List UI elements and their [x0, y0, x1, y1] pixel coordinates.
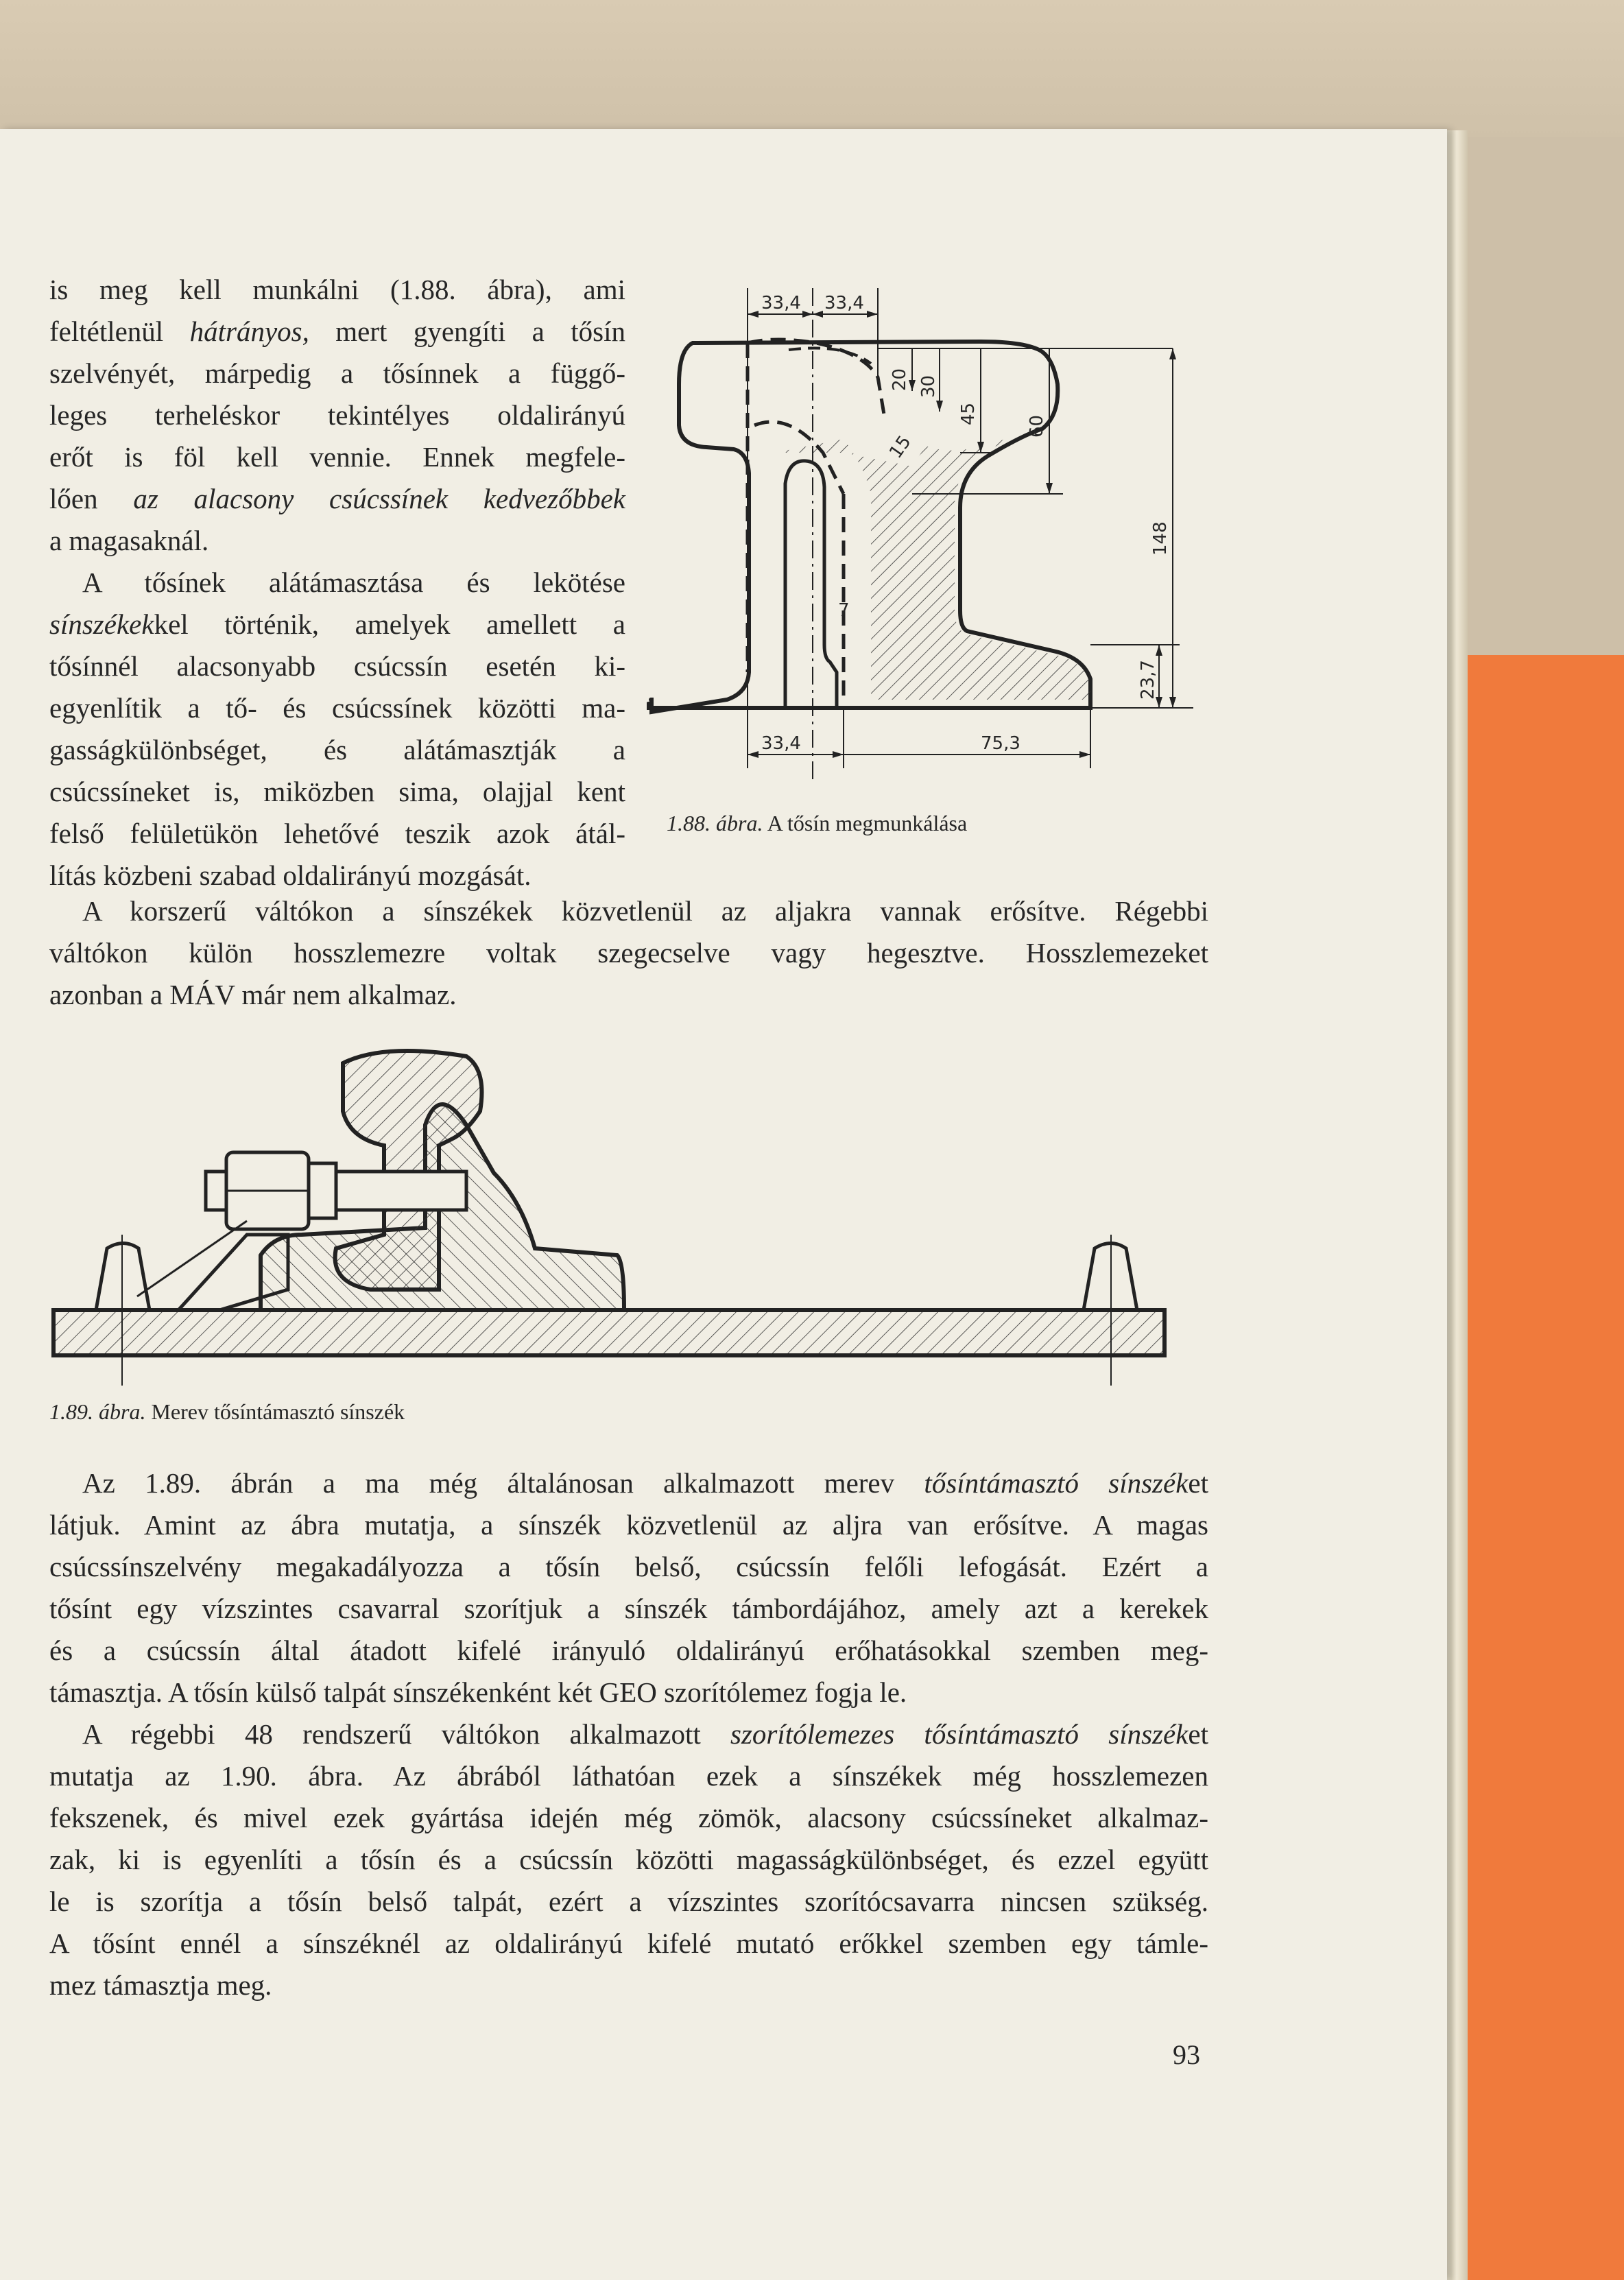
- dim-60: 60: [1027, 414, 1047, 438]
- dashed-top: [789, 348, 871, 364]
- base-plate: [53, 1310, 1165, 1355]
- figure-1-89-caption: [49, 1399, 405, 1425]
- full-lines-2-line: és a csúcssín által átadott kifelé irányuló oldalirányú erőhatásokkal szemben meg-: [49, 1635, 1208, 1666]
- full-lines-2-line: csúcssínszelvény megakadályozza a tősín belső, csúcssín felőli lefogását. Ezért a: [49, 1551, 1208, 1582]
- full-lines-1-line: váltókon külön hosszlemezre voltak szegecselve vagy hegesztve. Hosszlemezeket: [49, 937, 1208, 969]
- figure-1-88-caption-text: A tősín megmunkálása: [767, 811, 968, 835]
- full-lines-1-line: azonban a MÁV már nem alkalmaz.: [49, 979, 457, 1010]
- page-number: 93: [1173, 2039, 1200, 2070]
- left-column-lines-line: tősínnél alacsonyabb csúcssín esetén ki-: [49, 650, 625, 682]
- left-column-lines-line: lően az alacsony csúcssínek kedvezőbbek: [49, 483, 625, 514]
- dim-bottom-right: 75,3: [981, 733, 1020, 754]
- full-lines-2-line: látjuk. Amint az ábra mutatja, a sínszék közvetlenül az aljra van erősítve. A magas: [49, 1509, 1208, 1541]
- full-lines-2-line: zak, ki is egyenlíti a tősín és a csúcssín közötti magasságkülönbséget, és ezzel együtt: [49, 1844, 1208, 1875]
- groove: [785, 461, 837, 706]
- dim-top-left: 33,4: [761, 293, 801, 313]
- full-lines-1-line: A korszerű váltókon a sínszékek közvetlenül az aljakra vannak erősítve. Régebbi: [82, 895, 1208, 927]
- figure-1-89-rail-chair: [41, 1029, 1180, 1386]
- left-column-lines-line: egyenlítik a tő- és csúcssínek közötti ma-: [49, 692, 625, 724]
- washer: [309, 1163, 336, 1218]
- left-column-lines-line: feltétlenül hátrányos, mert gyengíti a tősín: [49, 316, 625, 347]
- dim-45: 45: [958, 402, 979, 425]
- full-lines-2-line: mez támasztja meg.: [49, 1969, 272, 2001]
- left-column-lines-line: gasságkülönbséget, és alátámasztják a: [49, 734, 625, 765]
- full-lines-2-line: A régebbi 48 rendszerű váltókon alkalmazott szorítólemezes tősíntámasztó sínszéket: [82, 1718, 1208, 1750]
- full-lines-2-line: mutatja az 1.90. ábra. Az ábrából láthatóan ezek a sínszékek még hosszlemezen: [49, 1760, 1208, 1792]
- left-column-lines-line: szelvényét, márpedig a tősínnek a függő-: [49, 357, 625, 389]
- left-column-lines-line: is meg kell munkálni (1.88. ábra), ami: [49, 274, 625, 305]
- left-column-lines-line: leges terheléskor tekintélyes oldalirányú: [49, 399, 625, 431]
- dim-top-right: 33,4: [824, 293, 864, 313]
- full-lines-2-line: tősínt egy vízszintes csavarral szorítjuk a sínszék támbordájához, amely azt a kerekek: [49, 1593, 1208, 1624]
- figure-1-88-caption: [667, 811, 967, 836]
- dim-7: 7: [838, 600, 850, 621]
- backdrop: [0, 0, 1624, 137]
- figure-1-88-rail-profile: [638, 288, 1200, 782]
- left-column-lines-line: erőt is föl kell vennie. Ennek megfele-: [49, 441, 625, 473]
- left-column-lines-line: A tősínek alátámasztása és lekötése: [82, 567, 625, 598]
- dim-20: 20: [889, 368, 910, 391]
- full-lines-2-line: támasztja. A tősín külső talpát sínszékenként két GEO szorítólemez fogja le.: [49, 1676, 907, 1708]
- figure-1-89-caption-number: 1.89. ábra.: [49, 1399, 146, 1424]
- left-column-lines-line: lítás közbeni szabad oldalirányú mozgását.: [49, 859, 532, 891]
- figure-1-89-caption-text: Merev tősíntámasztó sínszék: [151, 1399, 405, 1424]
- full-lines-2-line: fekszenek, és mivel ezek gyártása idején még zömök, alacsony csúcssíneket alkalmaz-: [49, 1802, 1208, 1833]
- dim-148: 148: [1150, 521, 1171, 556]
- full-lines-2-line: A tősínt ennél a sínszéknél az oldalirányú kifelé mutató erőkkel szemben egy támle-: [49, 1927, 1208, 1959]
- full-lines-2-line: le is szorítja a tősín belső talpát, ezért a vízszintes szorítócsavarra nincsen szükség.: [49, 1886, 1208, 1917]
- left-column-lines-line: sínszékekkel történik, amelyek amellett a: [49, 608, 625, 640]
- dim-23-7: 23,7: [1138, 660, 1158, 700]
- figure-1-88-caption-number: 1.88. ábra.: [667, 811, 763, 835]
- dim-30: 30: [918, 375, 939, 398]
- dashed-contour: [748, 340, 885, 700]
- left-column-lines-line: a magasaknál.: [49, 525, 209, 556]
- full-lines-2-line: Az 1.89. ábrán a ma még általánosan alkalmazott merev tősíntámasztó sínszéket: [82, 1467, 1208, 1499]
- dim-bottom-left: 33,4: [761, 733, 801, 754]
- book-cover-edge: [1453, 655, 1624, 2280]
- dim-15: 15: [885, 431, 916, 463]
- left-column-lines-line: csúcssíneket is, miközben sima, olajjal kent: [49, 776, 625, 807]
- left-column-lines-line: felső felületükön lehetővé teszik azok átál-: [49, 818, 625, 849]
